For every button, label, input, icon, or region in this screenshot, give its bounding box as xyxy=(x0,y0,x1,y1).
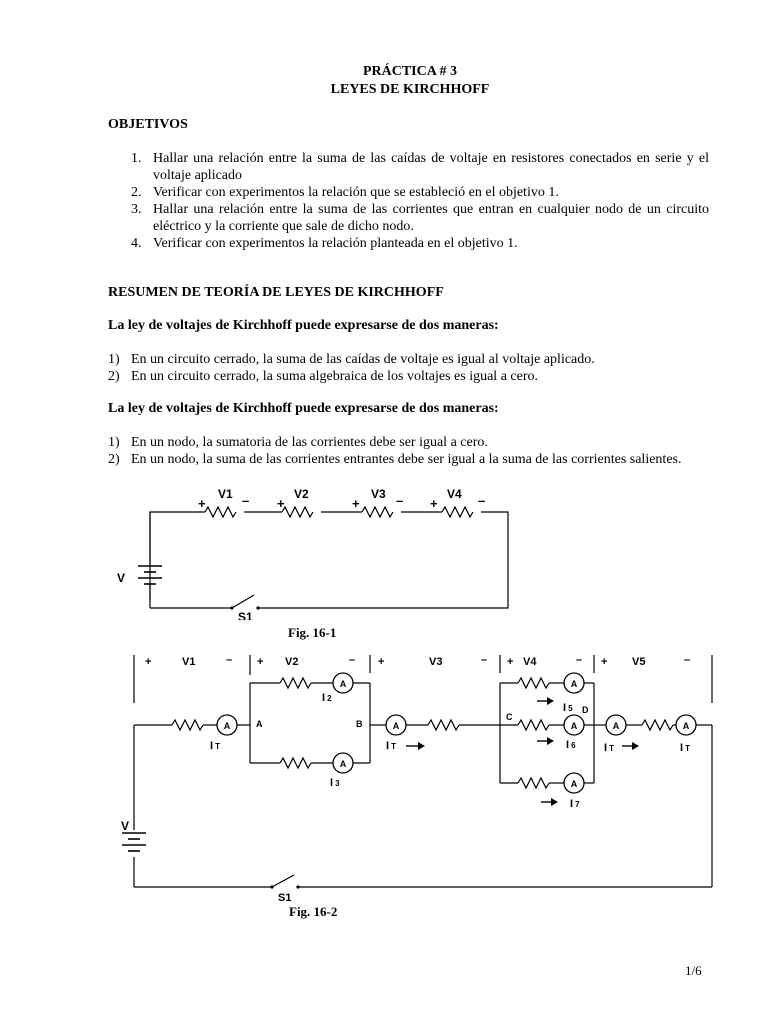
current-label-it: I T xyxy=(604,742,614,754)
objective-text: Verificar con experimentos la relación planteada en el objetivo 1. xyxy=(153,236,518,251)
ammeter-symbol: A xyxy=(339,759,347,769)
current-label-it: I T xyxy=(210,740,220,752)
resistor-label-v3: V3 xyxy=(371,487,386,501)
objectives-heading: OBJETIVOS xyxy=(108,117,188,132)
polarity-minus: – xyxy=(226,654,233,666)
arrow-right-icon xyxy=(537,697,554,705)
switch-contact xyxy=(270,885,273,888)
switch-label: S1 xyxy=(238,610,253,620)
node-label-d: D xyxy=(582,705,589,715)
polarity-minus: – xyxy=(684,654,691,666)
segment-label-v3: V3 xyxy=(429,656,443,668)
polarity-minus: – xyxy=(349,654,356,666)
voltage-law-intro: La ley de voltajes de Kirchhoff puede expresarse de dos maneras: xyxy=(108,318,499,333)
segment-label-v2: V2 xyxy=(285,656,299,668)
node-label-c: C xyxy=(506,712,513,722)
arrow-right-icon xyxy=(406,742,425,750)
objective-text: Hallar una relación entre la suma de las caídas de voltaje en resistores conectados en serie y el voltaje aplicado xyxy=(153,151,709,183)
polarity-minus: – xyxy=(478,493,486,508)
objective-text: Hallar una relación entre la suma de las corrientes que entran en cualquier nodo de un circuito eléctrico y la corriente que sale de dicho nodo. xyxy=(153,202,709,234)
ammeter-symbol: A xyxy=(570,721,578,731)
polarity-plus: + xyxy=(198,496,206,511)
current-label-i3: I 3 xyxy=(330,777,340,789)
resistor-label-v2: V2 xyxy=(294,487,309,501)
node-label-a: A xyxy=(256,719,263,729)
item-text: En un nodo, la suma de las corrientes entrantes debe ser igual a la suma de las corrientes salientes. xyxy=(131,452,682,467)
polarity-minus: – xyxy=(242,493,250,508)
theory-heading: RESUMEN DE TEORÍA DE LEYES DE KIRCHHOFF xyxy=(108,285,444,300)
objective-number: 1. xyxy=(131,151,142,166)
page-number: 1/6 xyxy=(685,963,702,978)
polarity-plus: + xyxy=(145,656,152,668)
switch-contact xyxy=(296,885,299,888)
segment-label-v5: V5 xyxy=(632,656,646,668)
item-text: En un nodo, la sumatoria de las corrientes debe ser igual a cero. xyxy=(131,435,488,450)
source-label: V xyxy=(117,571,126,585)
arrow-right-icon xyxy=(541,798,558,806)
polarity-plus: + xyxy=(257,656,264,668)
practice-topic: LEYES DE KIRCHHOFF xyxy=(330,82,490,97)
current-label-i7: I 7 xyxy=(570,798,580,810)
item-number: 2) xyxy=(108,452,120,467)
current-law-intro: La ley de voltajes de Kirchhoff puede expresarse de dos maneras: xyxy=(108,401,499,416)
series-parallel-circuit-diagram xyxy=(0,645,768,905)
current-label-it: I T xyxy=(386,740,396,752)
objective-number: 4. xyxy=(131,236,142,251)
polarity-minus: – xyxy=(481,654,488,666)
segment-label-v1: V1 xyxy=(182,656,196,668)
source-label: V xyxy=(121,819,130,833)
current-label-i2: I 2 xyxy=(322,692,332,704)
ammeter-symbol: A xyxy=(223,721,231,731)
current-label-i5: I 5 xyxy=(563,702,573,714)
objective-number: 3. xyxy=(131,202,142,217)
segment-label-v4: V4 xyxy=(523,656,537,668)
arrow-right-icon xyxy=(622,742,639,750)
ammeter-symbol: A xyxy=(612,721,620,731)
ammeter-symbol: A xyxy=(392,721,400,731)
item-text: En un circuito cerrado, la suma de las caídas de voltaje es igual al voltaje aplicado. xyxy=(131,352,595,367)
ammeter-symbol: A xyxy=(339,679,347,689)
polarity-plus: + xyxy=(430,496,438,511)
polarity-plus: + xyxy=(352,496,360,511)
item-text: En un circuito cerrado, la suma algebraica de los voltajes es igual a cero. xyxy=(131,369,538,384)
switch-contact xyxy=(230,606,233,609)
node-label-b: B xyxy=(356,719,363,729)
current-label-i6: I 6 xyxy=(566,739,576,751)
item-number: 1) xyxy=(108,435,120,450)
figure-caption: Fig. 16-2 xyxy=(289,904,338,919)
switch-contact xyxy=(256,606,259,609)
practice-number: PRÁCTICA # 3 xyxy=(362,64,458,79)
series-circuit-diagram xyxy=(0,480,768,620)
polarity-plus: + xyxy=(277,496,285,511)
polarity-minus: – xyxy=(396,493,404,508)
resistor-label-v1: V1 xyxy=(218,487,233,501)
polarity-minus: – xyxy=(576,654,583,666)
arrow-right-icon xyxy=(537,737,554,745)
switch-label: S1 xyxy=(278,892,292,904)
current-label-it: I T xyxy=(680,742,690,754)
item-number: 1) xyxy=(108,352,120,367)
item-number: 2) xyxy=(108,369,120,384)
polarity-plus: + xyxy=(507,656,514,668)
ammeter-symbol: A xyxy=(682,721,690,731)
resistor-label-v4: V4 xyxy=(447,487,462,501)
polarity-plus: + xyxy=(378,656,385,668)
ammeter-symbol: A xyxy=(570,779,578,789)
objective-number: 2. xyxy=(131,185,142,200)
objective-text: Verificar con experimentos la relación que se estableció en el objetivo 1. xyxy=(153,185,559,200)
ammeter-symbol: A xyxy=(570,679,578,689)
polarity-plus: + xyxy=(601,656,608,668)
figure-caption: Fig. 16-1 xyxy=(288,625,337,640)
